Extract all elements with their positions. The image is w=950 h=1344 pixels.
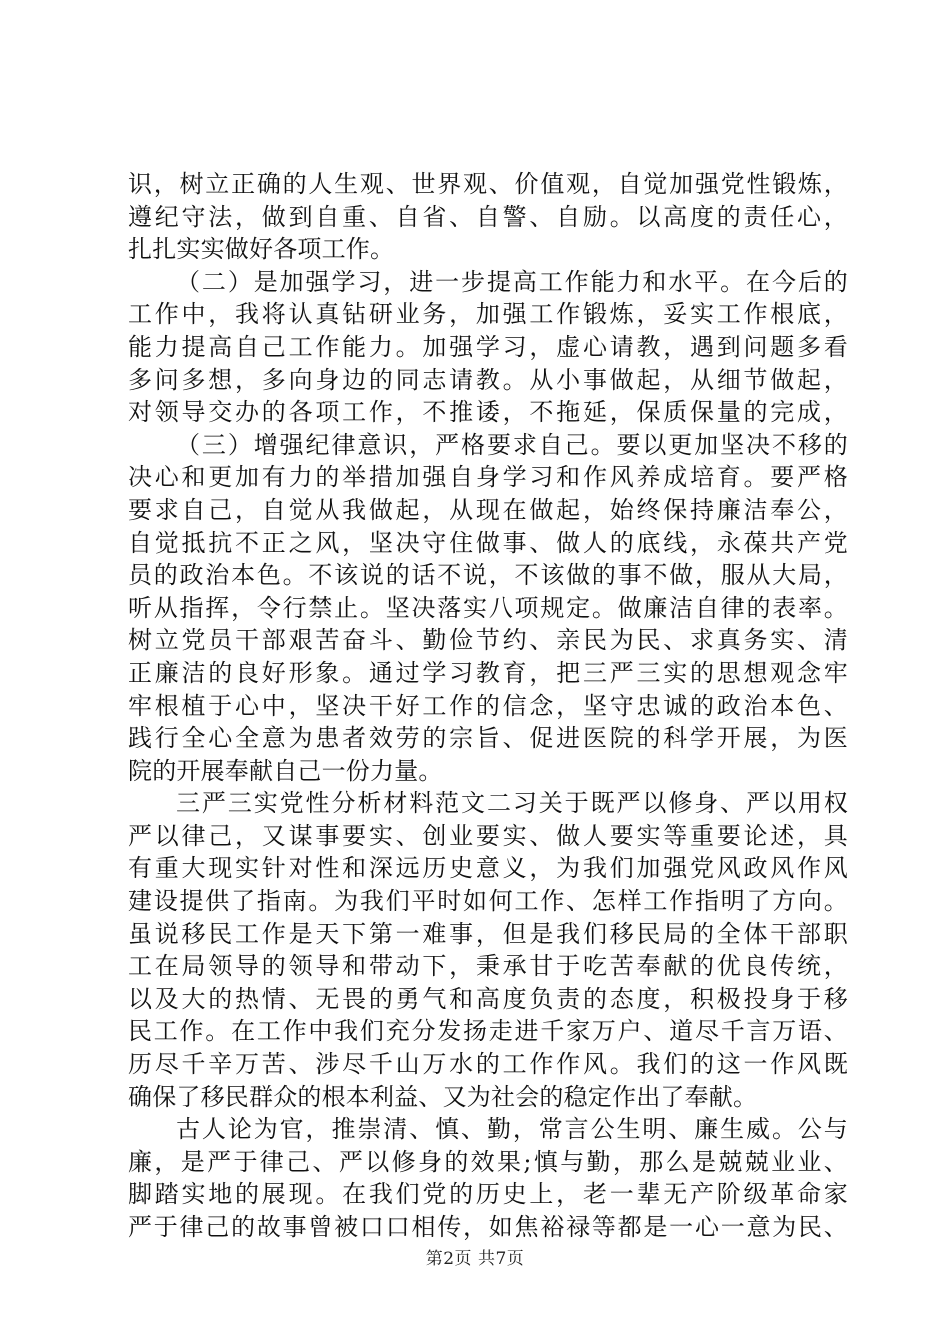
text-line: 三严三实党性分析材料范文二习关于既严以修身、严以用权 bbox=[176, 789, 848, 818]
text-line: 树立党员干部艰苦奋斗、勤俭节约、亲民为民、求真务实、清 bbox=[128, 626, 848, 655]
body-text bbox=[128, 168, 848, 1244]
text-line: 正廉洁的良好形象。通过学习教育，把三严三实的思想观念牢 bbox=[128, 658, 848, 687]
text-line: 决心和更加有力的举措加强自身学习和作风养成培育。要严格 bbox=[128, 463, 848, 492]
text-line: 确保了移民群众的根本利益、又为社会的稳定作出了奉献。 bbox=[128, 1082, 758, 1111]
text-line: 院的开展奉献自己一份力量。 bbox=[128, 756, 443, 785]
text-line: 对领导交办的各项工作，不推诿，不拖延，保质保量的完成， bbox=[128, 398, 848, 427]
text-line: 历尽千辛万苦、涉尽千山万水的工作作风。我们的这一作风既 bbox=[128, 1050, 848, 1079]
page-footer: 第2页 共7页 bbox=[425, 1249, 525, 1269]
text-line: 自觉抵抗不正之风，坚决守住做事、做人的底线，永葆共产党 bbox=[128, 528, 848, 557]
text-line: 建设提供了指南。为我们平时如何工作、怎样工作指明了方向。 bbox=[128, 887, 848, 916]
text-line: 识，树立正确的人生观、世界观、价值观，自觉加强党性锻炼， bbox=[128, 170, 848, 198]
text-line: 严于律己的故事曾被口口相传，如焦裕禄等都是一心一意为民、 bbox=[128, 1213, 848, 1241]
text-line: 以及大的热情、无畏的勇气和高度负责的态度，积极投身于移 bbox=[128, 984, 848, 1013]
text-line: 员的政治本色。不该说的话不说，不该做的事不做，服从大局， bbox=[128, 561, 848, 590]
text-line: （三）增强纪律意识，严格要求自己。要以更加坚决不移的 bbox=[176, 430, 848, 459]
text-line: 听从指挥，令行禁止。坚决落实八项规定。做廉洁自律的表率。 bbox=[128, 593, 848, 622]
text-line: 多问多想，多向身边的同志请教。从小事做起，从细节做起， bbox=[128, 365, 848, 394]
text-line: 践行全心全意为患者效劳的宗旨、促进医院的科学开展，为医 bbox=[128, 724, 848, 753]
text-line: 能力提高自己工作能力。加强学习，虚心请教，遇到问题多看 bbox=[128, 332, 848, 361]
text-line: 严以律己，又谋事要实、创业要实、做人要实等重要论述，具 bbox=[128, 821, 848, 850]
text-line: 有重大现实针对性和深远历史意义，为我们加强党风政风作风 bbox=[128, 854, 848, 883]
text-line: 虽说移民工作是天下第一难事，但是我们移民局的全体干部职 bbox=[128, 919, 848, 948]
text-line: 民工作。在工作中我们充分发扬走进千家万户、道尽千言万语、 bbox=[128, 1017, 848, 1046]
text-line: 古人论为官，推崇清、慎、勤，常言公生明、廉生威。公与 bbox=[176, 1115, 848, 1144]
text-line: （二）是加强学习，进一步提高工作能力和水平。在今后的 bbox=[176, 267, 848, 296]
text-line: 脚踏实地的展现。在我们党的历史上，老一辈无产阶级革命家 bbox=[128, 1180, 848, 1209]
text-line: 扎扎实实做好各项工作。 bbox=[128, 235, 395, 264]
text-line: 要求自己，自觉从我做起，从现在做起，始终保持廉洁奉公， bbox=[128, 495, 848, 524]
text-line: 牢根植于心中，坚决干好工作的信念，坚守忠诚的政治本色、 bbox=[128, 691, 848, 720]
text-line: 工作中，我将认真钻研业务，加强工作锻炼，妥实工作根底， bbox=[128, 300, 848, 329]
text-line: 遵纪守法，做到自重、自省、自警、自励。以高度的责任心， bbox=[128, 202, 848, 231]
text-line: 工在局领导的领导和带动下，秉承甘于吃苦奉献的优良传统， bbox=[128, 952, 848, 981]
text-line: 廉，是严于律己、严以修身的效果;慎与勤，那么是兢兢业业、 bbox=[128, 1147, 848, 1176]
